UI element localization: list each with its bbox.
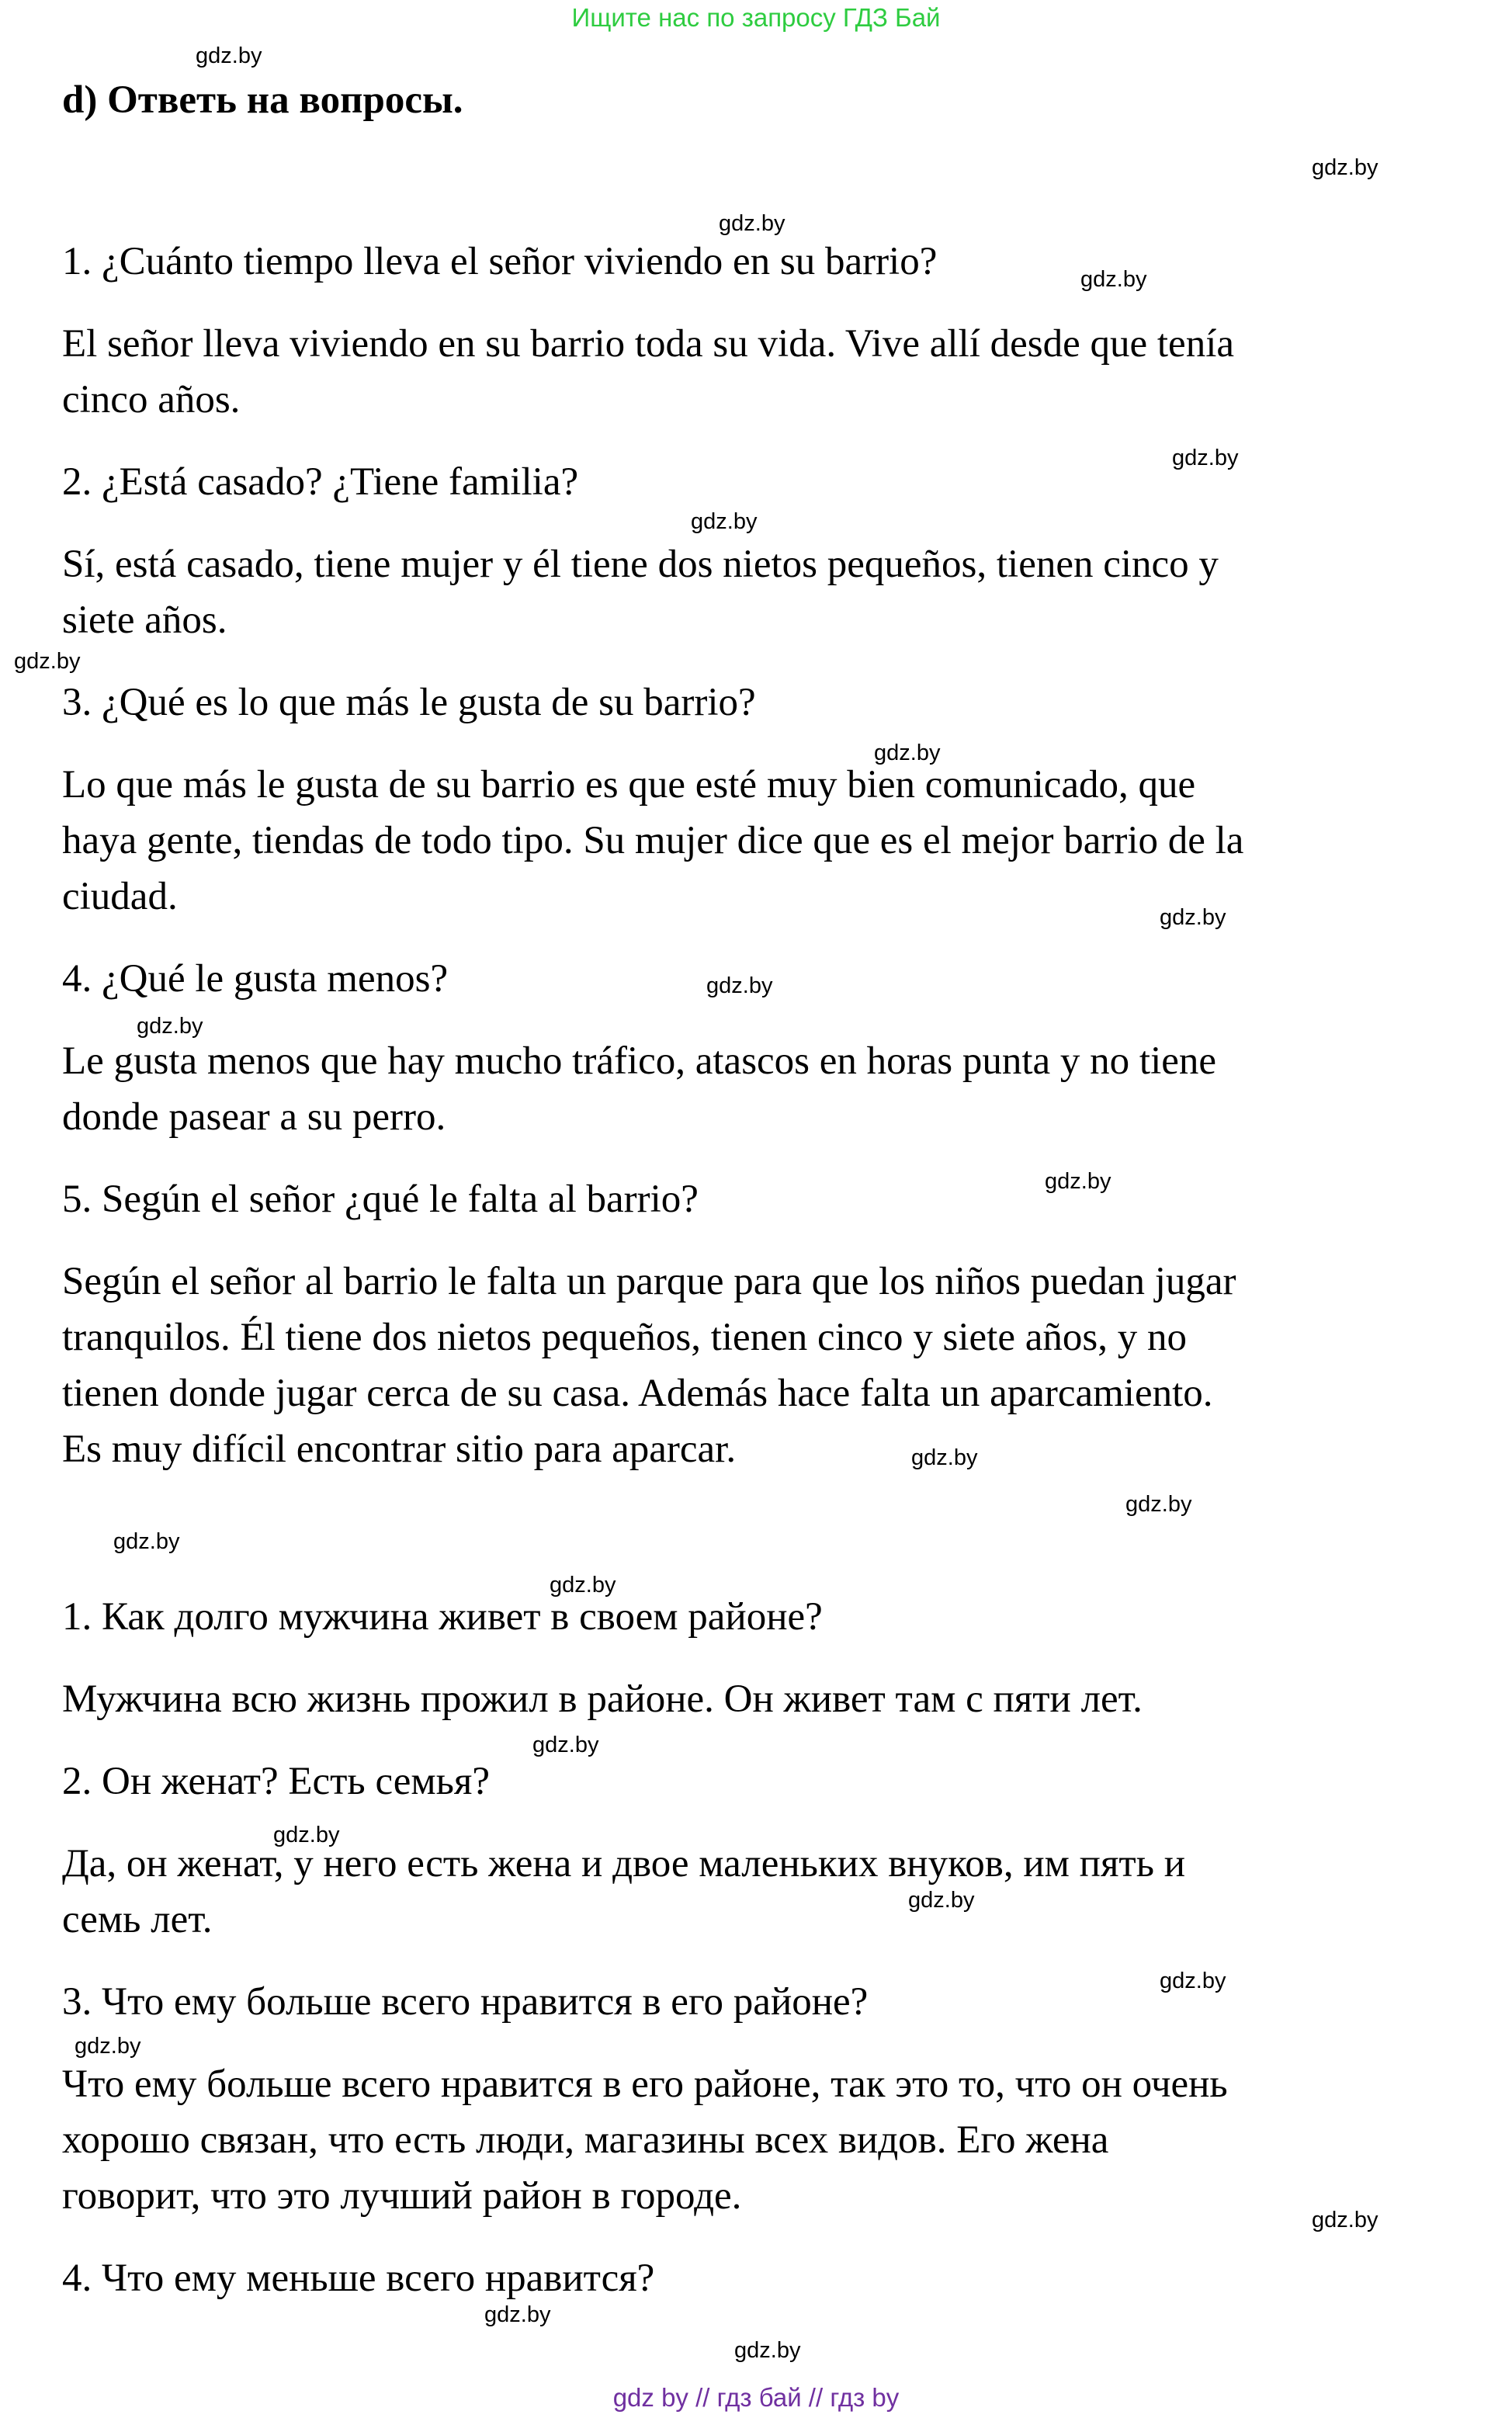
watermark: gdz.by (706, 973, 773, 998)
top-banner[interactable]: Ищите нас по запросу ГДЗ Бай (571, 3, 941, 32)
answer-es-4-line-2: donde pasear a su perro. (62, 1095, 446, 1139)
watermark: gdz.by (1080, 267, 1147, 292)
answer-es-2-line-1: Sí, está casado, tiene mujer y él tiene dos nietos pequeños, tienen cinco y (62, 543, 1219, 586)
answer-es-1-line-2: cinco años. (62, 378, 241, 422)
watermark: gdz.by (75, 2034, 141, 2059)
question-es-2: 2. ¿Está casado? ¿Tiene familia? (62, 460, 579, 504)
watermark: gdz.by (1125, 1492, 1192, 1517)
watermark: gdz.by (550, 1573, 616, 1598)
watermark: gdz.by (1312, 155, 1378, 180)
answer-es-3-line-3: ciudad. (62, 875, 178, 918)
answer-es-5-line-1: Según el señor al barrio le falta un parque para que los niños puedan jugar (62, 1260, 1236, 1303)
answer-ru-3-line-1: Что ему больше всего нравится в его районе, так это то, что он очень (62, 2062, 1228, 2106)
answer-es-4-line-1: Le gusta menos que hay mucho tráfico, atascos en horas punta y no tiene (62, 1039, 1217, 1083)
watermark: gdz.by (484, 2302, 551, 2327)
watermark: gdz.by (137, 1014, 203, 1039)
answer-es-2-line-2: siete años. (62, 598, 227, 642)
watermark: gdz.by (1160, 1969, 1226, 1993)
footer-links[interactable]: gdz by // гдз бай // гдз by (612, 2383, 900, 2412)
answer-ru-3-line-3: говорит, что это лучший район в городе. (62, 2174, 742, 2218)
watermark: gdz.by (1172, 446, 1239, 470)
answer-es-5-line-2: tranquilos. Él tiene dos nietos pequeños, tienen cinco y siete años, y no (62, 1316, 1187, 1359)
watermark: gdz.by (691, 509, 758, 534)
answer-es-5-line-3: tienen donde jugar cerca de su casa. Además hace falta un aparcamiento. (62, 1372, 1213, 1415)
question-es-3: 3. ¿Qué es lo que más le gusta de su barrio? (62, 681, 756, 724)
watermark: gdz.by (14, 649, 81, 674)
answer-es-1-line-1: El señor lleva viviendo en su barrio toda su vida. Vive allí desde que tenía (62, 322, 1235, 366)
answer-es-3-line-2: haya gente, tiendas de todo tipo. Su mujer dice que es el mejor barrio de la (62, 819, 1244, 862)
watermark: gdz.by (1045, 1169, 1111, 1194)
section-heading: d) Ответь на вопросы. (62, 78, 463, 122)
watermark: gdz.by (911, 1445, 978, 1470)
watermark: gdz.by (874, 741, 941, 765)
question-ru-2: 2. Он женат? Есть семья? (62, 1760, 490, 1803)
answer-ru-2-line-1: Да, он женат, у него есть жена и двое маленьких внуков, им пять и (62, 1842, 1186, 1885)
watermark: gdz.by (196, 43, 262, 68)
question-es-1: 1. ¿Cuánto tiempo lleva el señor viviendo en su barrio? (62, 240, 938, 283)
answer-ru-1-line-1: Мужчина всю жизнь прожил в районе. Он живет там с пяти лет. (62, 1677, 1143, 1721)
question-es-5: 5. Según el señor ¿qué le falta al barrio? (62, 1178, 699, 1221)
answer-ru-2-line-2: семь лет. (62, 1898, 213, 1941)
watermark: gdz.by (908, 1888, 975, 1913)
watermark: gdz.by (1160, 905, 1226, 930)
watermark: gdz.by (719, 211, 785, 236)
answer-ru-3-line-2: хорошо связан, что есть люди, магазины всех видов. Его жена (62, 2118, 1109, 2162)
watermark: gdz.by (532, 1733, 599, 1757)
answer-es-3-line-1: Lo que más le gusta de su barrio es que esté muy bien comunicado, que (62, 763, 1196, 807)
answer-es-5-line-4: Es muy difícil encontrar sitio para aparcar. (62, 1428, 737, 1471)
watermark: gdz.by (273, 1823, 340, 1847)
watermark: gdz.by (734, 2338, 801, 2363)
question-ru-1: 1. Как долго мужчина живет в своем районе? (62, 1595, 823, 1639)
question-ru-4: 4. Что ему меньше всего нравится? (62, 2257, 655, 2300)
question-es-4: 4. ¿Qué le gusta menos? (62, 957, 449, 1001)
question-ru-3: 3. Что ему больше всего нравится в его районе? (62, 1980, 869, 2024)
watermark: gdz.by (1312, 2208, 1378, 2232)
watermark: gdz.by (113, 1529, 180, 1554)
